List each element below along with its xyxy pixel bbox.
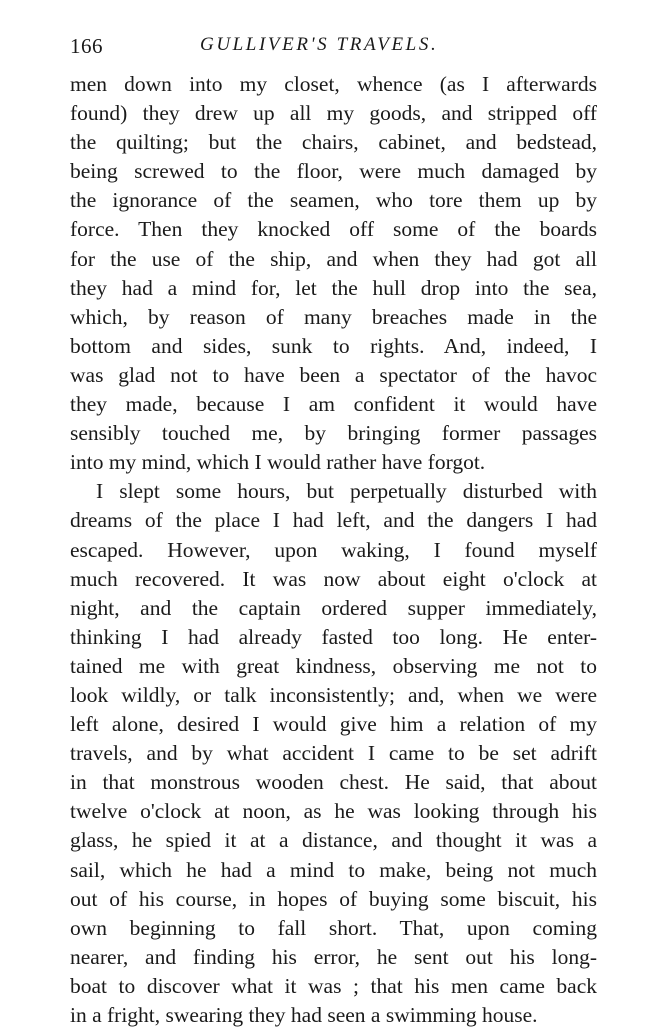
text-line: look wildly, or talk inconsistently; and, when we were (70, 682, 597, 707)
text-line: night, and the captain ordered supper immediately, (70, 595, 597, 620)
text-line: glass, he spied it at a distance, and thought it was a (70, 828, 597, 853)
text-line: nearer, and finding his error, he sent out his long- (70, 944, 597, 969)
text-line: in a fright, swearing they had seen a swimming house. (70, 1003, 538, 1027)
text-line: tained me with great kindness, observing me not to (70, 653, 597, 678)
paragraph (70, 70, 597, 477)
text-line: in that monstrous wooden chest. He said, that about (70, 770, 597, 795)
text-line: left alone, desired I would give him a relation of my (70, 712, 597, 737)
text-line: own beginning to fall short. That, upon coming (70, 915, 597, 940)
text-line: was glad not to have been a spectator of the havoc (70, 362, 597, 387)
text-line: the ignorance of the seamen, who tore them up by (70, 188, 597, 213)
text-line: twelve o'clock at noon, as he was looking through his (70, 799, 597, 824)
text-line: for the use of the ship, and when they had got all (70, 246, 597, 271)
paragraph (70, 477, 597, 1030)
text-line: out of his course, in hopes of buying some biscuit, his (70, 886, 597, 911)
text-line: the quilting; but the chairs, cabinet, and bedstead, (70, 130, 597, 155)
text-line: men down into my closet, whence (as I afterwards (70, 72, 597, 96)
text-line: boat to discover what it was ; that his men came back (70, 973, 597, 998)
text-line: sensibly touched me, by bringing former passages (70, 421, 597, 446)
text-line: they made, because I am confident it would have (70, 392, 597, 417)
running-title: GULLIVER'S TRAVELS. (200, 34, 439, 55)
body-text (70, 70, 597, 1030)
page-header (70, 34, 597, 64)
text-line: much recovered. It was now about eight o'clock at (70, 566, 597, 591)
text-line: which, by reason of many breaches made in the (70, 304, 597, 329)
text-line: escaped. However, upon waking, I found myself (70, 537, 597, 562)
text-line: bottom and sides, sunk to rights. And, indeed, I (70, 333, 597, 358)
text-line: thinking I had already fasted too long. He enter- (70, 624, 597, 649)
text-line: sail, which he had a mind to make, being not much (70, 857, 597, 882)
text-line: travels, and by what accident I came to be set adrift (70, 741, 597, 766)
text-line: being screwed to the floor, were much damaged by (70, 159, 597, 184)
text-line: force. Then they knocked off some of the boards (70, 217, 597, 242)
text-line: I slept some hours, but perpetually disturbed with (96, 479, 597, 504)
text-line: found) they drew up all my goods, and stripped off (70, 101, 597, 126)
page-number: 166 (70, 34, 103, 58)
text-line: dreams of the place I had left, and the dangers I had (70, 508, 597, 533)
text-line: they had a mind for, let the hull drop into the sea, (70, 275, 597, 300)
text-line: into my mind, which I would rather have forgot. (70, 450, 486, 475)
